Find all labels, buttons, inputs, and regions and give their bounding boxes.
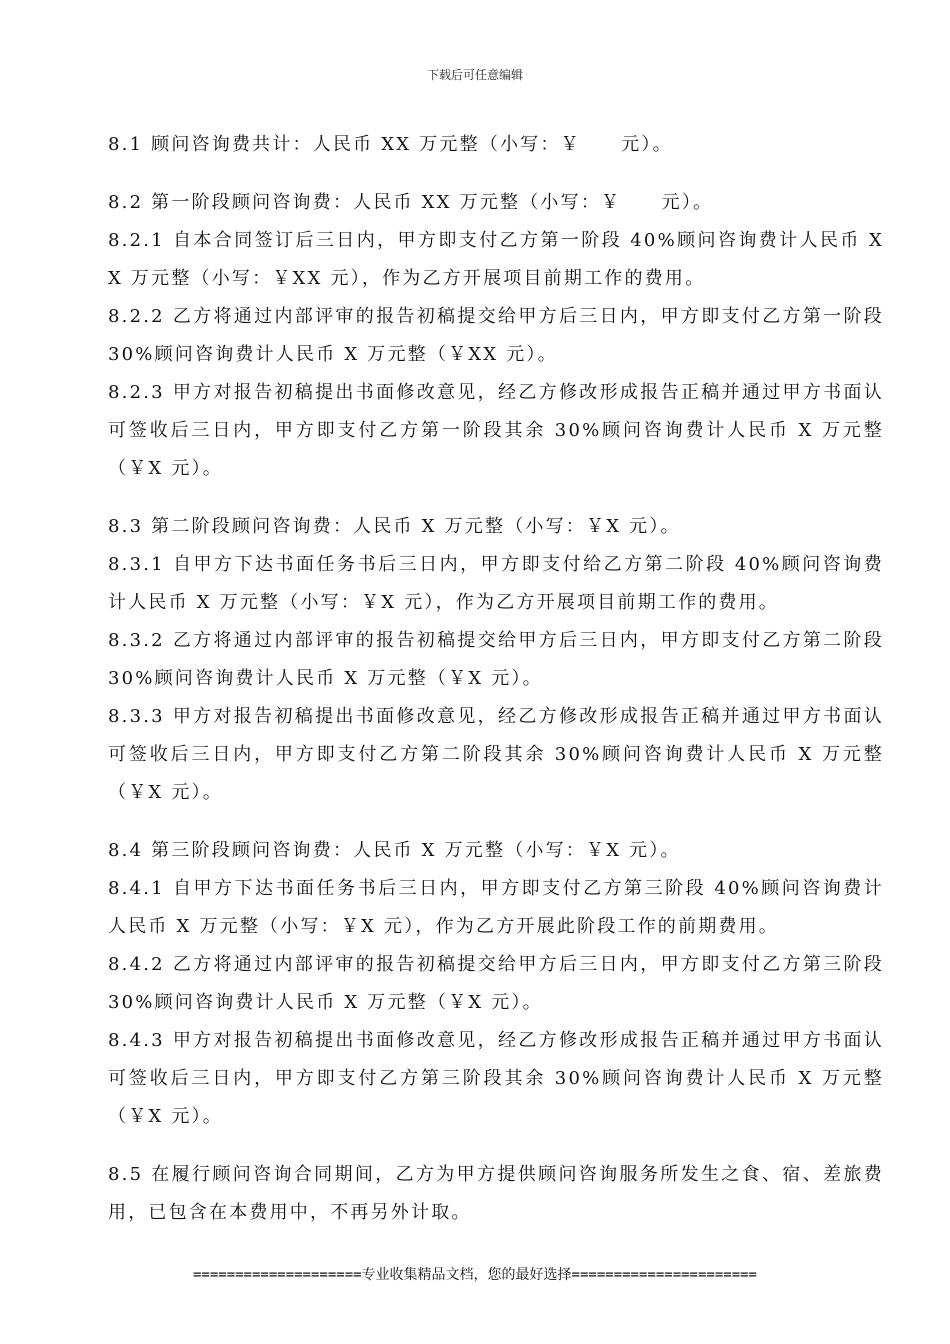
clause-8-2-3: 8.2.3 甲方对报告初稿提出书面修改意见，经乙方修改形成报告正稿并通过甲方书面认可签收后三日内，甲方即支付乙方第一阶段其余 30%顾问咨询费计人民币 X 万元整（￥X 元）。: [108, 382, 884, 479]
page-header: 下载后可任意编辑: [426, 68, 523, 82]
clause-8-1: 8.1 顾问咨询费共计：人民币 XX 万元整（小写：￥ 元）。: [108, 134, 673, 155]
clause-8-3-3: 8.3.3 甲方对报告初稿提出书面修改意见，经乙方修改形成报告正稿并通过甲方书面认可签收后三日内，甲方即支付乙方第二阶段其余 30%顾问咨询费计人民币 X 万元整（￥X 元）。: [108, 706, 884, 803]
clause-8-3: 8.3 第二阶段顾问咨询费：人民币 X 万元整（小写：￥X 元）。: [108, 516, 681, 537]
clause-8-2: 8.2 第一阶段顾问咨询费：人民币 XX 万元整（小写：￥ 元）。: [108, 192, 714, 213]
clause-8-2-2: 8.2.2 乙方将通过内部评审的报告初稿提交给甲方后三日内，甲方即支付乙方第一阶段 30%顾问咨询费计人民币 X 万元整（￥XX 元）。: [108, 306, 884, 365]
clause-8-5: 8.5 在履行顾问咨询合同期间，乙方为甲方提供顾问咨询服务所发生之食、宿、差旅费用，已包含在本费用中，不再另外计取。: [108, 1164, 884, 1223]
clause-8-4-3: 8.4.3 甲方对报告初稿提出书面修改意见，经乙方修改形成报告正稿并通过甲方书面认可签收后三日内，甲方即支付乙方第三阶段其余 30%顾问咨询费计人民币 X 万元整（￥X 元）。: [108, 1030, 884, 1127]
clause-8-4: 8.4 第三阶段顾问咨询费：人民币 X 万元整（小写：￥X 元）。: [108, 840, 681, 861]
clause-8-4-2: 8.4.2 乙方将通过内部评审的报告初稿提交给甲方后三日内，甲方即支付乙方第三阶段 30%顾问咨询费计人民币 X 万元整（￥X 元）。: [108, 954, 884, 1013]
document-body: [108, 126, 884, 1232]
clause-8-3-1: 8.3.1 自甲方下达书面任务书后三日内，甲方即支付给乙方第二阶段 40%顾问咨询费计人民币 X 万元整（小写：￥X 元），作为乙方开展项目前期工作的费用。: [108, 554, 884, 613]
page-footer: ====================专业收集精品文档，您的最好选择======================: [192, 1267, 757, 1283]
clause-8-4-1: 8.4.1 自甲方下达书面任务书后三日内，甲方即支付乙方第三阶段 40%顾问咨询费计人民币 X 万元整（小写：￥X 元），作为乙方开展此阶段工作的前期费用。: [108, 878, 884, 937]
clause-8-2-1: 8.2.1 自本合同签订后三日内，甲方即支付乙方第一阶段 40%顾问咨询费计人民币 XX 万元整（小写：￥XX 元），作为乙方开展项目前期工作的费用。: [108, 230, 884, 289]
clause-8-3-2: 8.3.2 乙方将通过内部评审的报告初稿提交给甲方后三日内，甲方即支付乙方第二阶段 30%顾问咨询费计人民币 X 万元整（￥X 元）。: [108, 630, 884, 689]
